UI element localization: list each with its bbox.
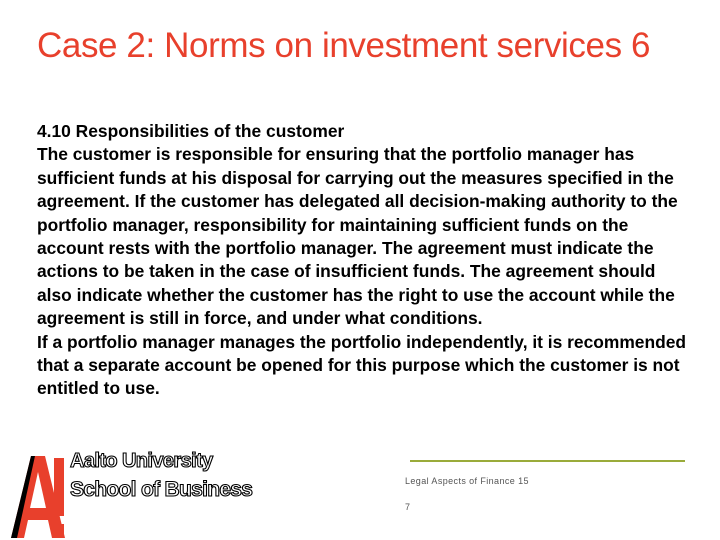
body-paragraph-1: The customer is responsible for ensuring that the portfolio manager has sufficient funds at his disposal for carrying out the measures specified in the agreement. If the customer has delegated all decision-making authority to the portfolio manager, responsibility for maintaining sufficient funds on the account rests with the portfolio manager. The agreement must indicate the actions to be taken in the case of insufficient funds. The agreement should also indicate whether the customer has the right to use the account while the agreement is still in force, and under what conditions. <box>37 144 678 329</box>
logo-school-name: School of Business <box>70 478 253 501</box>
section-heading: 4.10 Responsibilities of the customer <box>37 121 345 141</box>
footer-divider <box>410 460 685 462</box>
footer-course: Legal Aspects of Finance 15 <box>405 476 529 486</box>
page-number: 7 <box>405 502 411 512</box>
slide-body <box>37 120 692 401</box>
body-paragraph-2: If a portfolio manager manages the portfolio independently, it is recommended that a separate account be opened for this purpose which the customer is not entitled to use. <box>37 331 687 399</box>
logo-university-name: Aalto University <box>70 450 213 472</box>
slide-title: Case 2: Norms on investment services 6 <box>37 26 651 65</box>
aalto-logo-icon <box>8 450 70 540</box>
